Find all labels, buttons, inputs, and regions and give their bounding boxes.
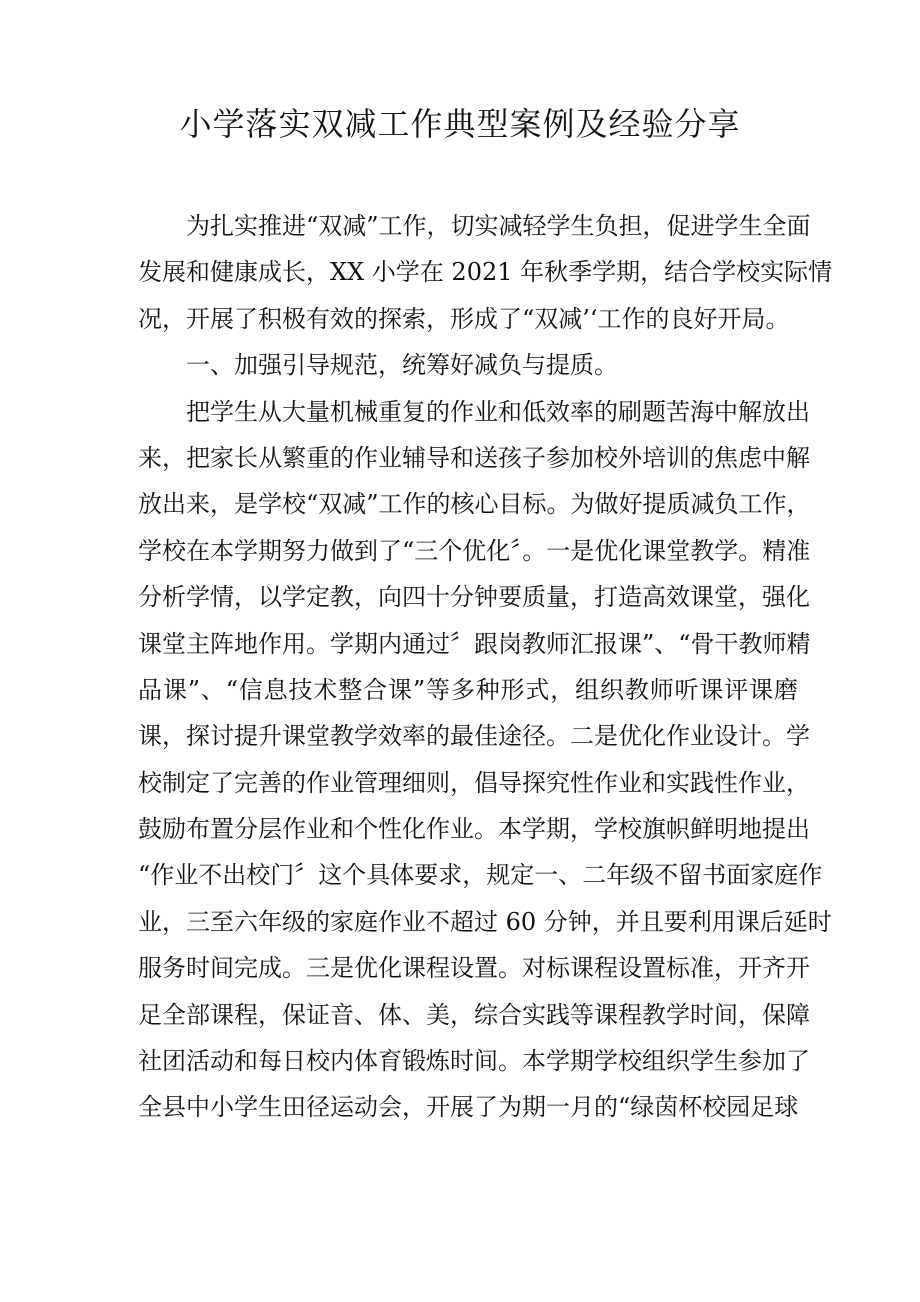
paragraph-1-line-2: 发展和健康成长，XX 小学在 2021 年秋季学期，结合学校实际情 [138,258,833,287]
paragraph-2-line-15: 社团活动和每日校内体育锻炼时间。本学期学校组织学生参加了 [138,1047,810,1076]
paragraph-2-line-5: 分析学情，以学定教，向四十分钟要质量，打造高效课堂，强化 [138,583,810,612]
paragraph-2-line-12: 业，三至六年级的家庭作业不超过 60 分钟，并且要利用课后延时 [138,907,832,936]
paragraph-2-line-14: 足全部课程，保证音、体、美，综合实践等课程教学时间，保障 [138,1000,810,1029]
paragraph-2-line-9: 校制定了完善的作业管理细则，倡导探究性作业和实践性作业， [138,768,810,797]
paragraph-2-line-16: 全县中小学生田径运动会，开展了为期一月的“绿茵杯校园足球 [138,1093,799,1122]
paragraph-2-line-3: 放出来，是学校“双减”工作的核心目标。为做好提质减负工作， [138,490,811,519]
paragraph-2-line-11: “作业不出校门〞这个具体要求，规定一、二年级不留书面家庭作 [138,861,823,890]
paragraph-2-line-10: 鼓励布置分层作业和个性化作业。本学期，学校旗帜鲜明地提出 [138,815,810,844]
paragraph-2-line-4: 学校在本学期努力做到了“三个优化〞。一是优化课堂教学。精准 [138,536,811,565]
paragraph-2-line-1: 把学生从大量机械重复的作业和低效率的刷题苦海中解放出 [186,397,810,426]
paragraph-2-line-8: 课，探讨提升课堂教学效率的最佳途径。二是优化作业设计。学 [138,722,810,751]
paragraph-2-line-13: 服务时间完成。三是优化课程设置。对标课程设置标准，开齐开 [138,954,810,983]
document-body [138,203,833,1131]
paragraph-2-line-6: 课堂主阵地作用。学期内通过〞跟岗教师汇报课”、“骨干教师精 [138,629,811,658]
paragraph-1-line-3: 况，开展了积极有效的探索，形成了“双减’‘工作的良好开局。 [138,304,790,333]
paragraph-2-line-2: 来，把家长从繁重的作业辅导和送孩子参加校外培训的焦虑中解 [138,443,810,472]
paragraph-1-line-1: 为扎实推进“双减”工作，切实减轻学生负担，促进学生全面 [186,212,811,240]
section-heading-1: 一、加强引导规范，统筹好减负与提质。 [186,351,618,380]
document-title: 小学落实双减工作典型案例及经验分享 [179,105,741,143]
paragraph-2-line-7: 品课”、“信息技术整合课”等多种形式，组织教师听课评课磨 [138,675,798,704]
